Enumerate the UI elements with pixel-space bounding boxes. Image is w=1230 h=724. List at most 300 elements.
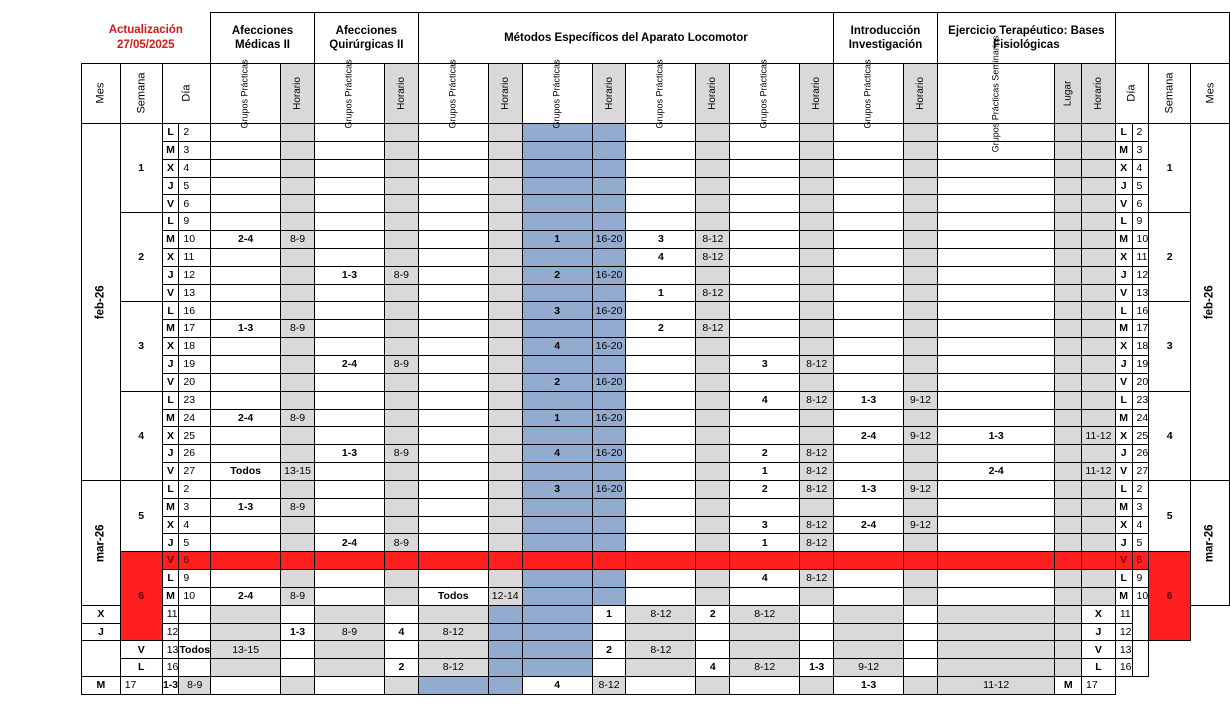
- day-number-right: 11: [1115, 605, 1132, 623]
- day-number-right: 4: [1132, 516, 1149, 534]
- cell-m3-g: [626, 534, 696, 552]
- cell-am-h: 13-15: [281, 463, 315, 481]
- cell-m4-g: 3: [730, 516, 800, 534]
- cell-aq-h: [384, 159, 418, 177]
- cell-am-g: Todos: [211, 463, 281, 481]
- day-letter-right: V: [1115, 284, 1132, 302]
- cell-m1-h: [418, 641, 488, 659]
- cell-m4-g: [730, 195, 800, 213]
- cell-et-g: [937, 570, 1055, 588]
- cell-m2-g: [522, 213, 592, 231]
- cell-et-g: 2-4: [937, 463, 1055, 481]
- day-number-right: 2: [1132, 124, 1149, 142]
- cell-et-l: [937, 605, 1055, 623]
- day-number-right: 11: [1132, 248, 1149, 266]
- cell-m4-h: [800, 498, 834, 516]
- cell-m1-h: [488, 480, 522, 498]
- table-row: [82, 195, 1230, 213]
- table-row: [82, 373, 1230, 391]
- day-number: 27: [179, 463, 211, 481]
- month-cell: [82, 124, 121, 481]
- cell-et-h: [1082, 213, 1116, 231]
- cell-am-g: [211, 195, 281, 213]
- cell-et-h: [1082, 159, 1116, 177]
- day-letter: M: [82, 677, 121, 695]
- cell-m4-g: 3: [730, 355, 800, 373]
- day-number: 9: [179, 213, 211, 231]
- cell-ii-h: [904, 177, 938, 195]
- day-number-right: 25: [1132, 427, 1149, 445]
- cell-m2-h: [522, 641, 592, 659]
- day-number: 17: [179, 320, 211, 338]
- cell-et-g: [937, 534, 1055, 552]
- day-letter-right: L: [1115, 124, 1132, 142]
- day-letter-right: X: [1082, 605, 1116, 623]
- col-header-lugar: Lugar: [1055, 64, 1082, 124]
- cell-m2-g: 3: [522, 302, 592, 320]
- day-number-right: 6: [1132, 552, 1149, 570]
- cell-ii-g: [834, 534, 904, 552]
- cell-aq-h: [384, 284, 418, 302]
- day-number: 26: [179, 445, 211, 463]
- col-header-horario: Horario: [904, 64, 938, 124]
- cell-am-h: [281, 248, 315, 266]
- cell-m1-g: [418, 391, 488, 409]
- cell-m3-h: [626, 623, 696, 641]
- cell-aq-h: [384, 177, 418, 195]
- cell-ii-h: [834, 605, 904, 623]
- cell-m3-h: 8-12: [696, 231, 730, 249]
- cell-et-g: [937, 266, 1055, 284]
- cell-am-h: [281, 177, 315, 195]
- cell-m2-g: [522, 391, 592, 409]
- day-number: 6: [179, 552, 211, 570]
- cell-m3-h: [696, 124, 730, 142]
- day-number-right: 12: [1115, 623, 1132, 641]
- cell-m1-g: [418, 480, 488, 498]
- cell-m4-h: [800, 320, 834, 338]
- cell-ii-g: 2-4: [834, 427, 904, 445]
- table-row: [82, 231, 1230, 249]
- cell-et-g: [904, 659, 938, 677]
- table-row: [82, 213, 1230, 231]
- day-number: 25: [179, 427, 211, 445]
- cell-et-g: [937, 516, 1055, 534]
- cell-et-l: [1055, 445, 1082, 463]
- day-number-right: 23: [1132, 391, 1149, 409]
- day-letter-right: M: [1115, 320, 1132, 338]
- cell-m3-g: [592, 623, 626, 641]
- cell-ii-g: [834, 266, 904, 284]
- cell-m3-h: [696, 480, 730, 498]
- col-header-semana: Semana: [120, 64, 162, 124]
- cell-m4-g: 2: [730, 480, 800, 498]
- day-number: 17: [120, 677, 162, 695]
- cell-m2-h: [592, 177, 626, 195]
- table-row: [82, 677, 1230, 695]
- day-letter-right: X: [1115, 338, 1132, 356]
- cell-aq-h: [384, 338, 418, 356]
- cell-ii-h: [904, 409, 938, 427]
- cell-aq-g: [314, 373, 384, 391]
- cell-m3-h: [696, 338, 730, 356]
- col-header-grupos: Grupos Prácticas: [314, 64, 384, 124]
- cell-m2-h: 16-20: [592, 445, 626, 463]
- table-row: [82, 445, 1230, 463]
- cell-aq-g: [314, 159, 384, 177]
- col-header-dia-right: Día: [1115, 64, 1148, 124]
- cell-am-g: 2-4: [211, 231, 281, 249]
- cell-m1-h: 8-12: [418, 623, 488, 641]
- cell-et-g: 1-3: [834, 677, 904, 695]
- cell-m3-g: [626, 480, 696, 498]
- day-letter-right: X: [1115, 427, 1132, 445]
- cell-m4-h: [800, 177, 834, 195]
- cell-ii-h: [904, 231, 938, 249]
- day-number-right: 3: [1132, 498, 1149, 516]
- cell-aq-g: [314, 516, 384, 534]
- day-letter-right: M: [1115, 231, 1132, 249]
- cell-m3-h: [696, 463, 730, 481]
- day-number: 13: [179, 284, 211, 302]
- cell-am-g: 1-3: [162, 677, 179, 695]
- col-header-horario: Horario: [281, 64, 315, 124]
- cell-m3-g: 1: [592, 605, 626, 623]
- cell-m3-h: 8-12: [696, 284, 730, 302]
- cell-et-g: [937, 373, 1055, 391]
- cell-ii-h: [904, 355, 938, 373]
- cell-am-h: [281, 141, 315, 159]
- cell-m4-h: [800, 266, 834, 284]
- cell-m1-g: [314, 677, 384, 695]
- day-letter-right: V: [1082, 641, 1116, 659]
- cell-m1-h: [488, 498, 522, 516]
- day-letter-right: J: [1115, 534, 1132, 552]
- cell-et-l: [1055, 498, 1082, 516]
- day-letter: L: [162, 480, 179, 498]
- cell-ii-h: [904, 498, 938, 516]
- cell-ii-g: 1-3: [800, 659, 834, 677]
- cell-et-l: [1055, 213, 1082, 231]
- cell-m2-g: [488, 623, 522, 641]
- cell-am-g: [211, 284, 281, 302]
- table-row: [82, 409, 1230, 427]
- cell-m3-g: [626, 445, 696, 463]
- day-letter-right: V: [1115, 373, 1132, 391]
- day-number: 11: [162, 605, 179, 623]
- day-number-right: 18: [1132, 338, 1149, 356]
- cell-aq-h: [314, 641, 384, 659]
- cell-et-l: [1055, 373, 1082, 391]
- table-row: [82, 427, 1230, 445]
- cell-m3-h: [696, 266, 730, 284]
- cell-m3-g: [626, 409, 696, 427]
- cell-m3-g: 4: [522, 677, 592, 695]
- cell-et-g: [937, 159, 1055, 177]
- cell-ii-g: [800, 623, 834, 641]
- cell-m3-h: [696, 141, 730, 159]
- cell-am-g: [211, 213, 281, 231]
- cell-m2-h: [592, 498, 626, 516]
- day-number: 16: [162, 659, 179, 677]
- day-letter: V: [162, 463, 179, 481]
- subject-afecciones-quirurgicas: Afecciones Quirúrgicas II: [314, 13, 418, 64]
- week-cell-right: 1: [1149, 124, 1191, 213]
- day-number: 6: [179, 195, 211, 213]
- cell-et-l: [1055, 302, 1082, 320]
- cell-m1-h: [418, 605, 488, 623]
- col-header-grupos: Grupos Prácticas: [834, 64, 904, 124]
- day-number-right: 20: [1132, 373, 1149, 391]
- cell-m2-h: 16-20: [592, 480, 626, 498]
- cell-et-l: [1055, 409, 1082, 427]
- cell-am-g: [211, 427, 281, 445]
- cell-m3-h: [696, 445, 730, 463]
- cell-aq-h: [384, 302, 418, 320]
- cell-ii-h: [904, 570, 938, 588]
- cell-m2-h: [592, 587, 626, 605]
- cell-aq-g: [314, 409, 384, 427]
- cell-aq-h: [384, 587, 418, 605]
- cell-m1-h: [488, 284, 522, 302]
- cell-aq-g: [314, 177, 384, 195]
- cell-m2-g: 2: [522, 266, 592, 284]
- cell-et-h: [1082, 195, 1116, 213]
- table-row: [82, 659, 1230, 677]
- cell-m4-g: [730, 159, 800, 177]
- day-letter: J: [162, 266, 179, 284]
- cell-m3-g: 4: [626, 248, 696, 266]
- cell-am-g: 2-4: [211, 587, 281, 605]
- col-header-horario: Horario: [488, 64, 522, 124]
- cell-m4-h: [800, 159, 834, 177]
- cell-m2-h: 16-20: [592, 338, 626, 356]
- cell-m1-g: [418, 302, 488, 320]
- cell-m4-h: 8-12: [730, 605, 800, 623]
- cell-et-g: [937, 409, 1055, 427]
- subject-metodos-especificos: Métodos Específicos del Aparato Locomotor: [418, 13, 833, 64]
- day-letter: M: [162, 498, 179, 516]
- cell-aq-g: [314, 391, 384, 409]
- cell-m1-g: [418, 445, 488, 463]
- cell-aq-h: [314, 605, 384, 623]
- cell-m3-g: [626, 498, 696, 516]
- cell-m3-h: [696, 373, 730, 391]
- day-letter-right: V: [1115, 463, 1132, 481]
- cell-et-h: [1082, 302, 1116, 320]
- cell-et-g: [937, 338, 1055, 356]
- cell-m2-g: [488, 641, 522, 659]
- cell-m4-g: [730, 338, 800, 356]
- cell-m2-g: [522, 195, 592, 213]
- cell-m4-h: [800, 302, 834, 320]
- day-letter: X: [162, 248, 179, 266]
- cell-m3-g: [626, 159, 696, 177]
- cell-aq-g: [281, 659, 315, 677]
- day-letter-right: J: [1115, 266, 1132, 284]
- cell-et-h: 11-12: [937, 677, 1055, 695]
- cell-m2-g: [522, 427, 592, 445]
- week-cell: 2: [120, 213, 162, 302]
- subject-introduccion-investigacion: Introducción Investigación: [834, 13, 938, 64]
- cell-m4-g: [696, 623, 730, 641]
- cell-ii-g: [834, 338, 904, 356]
- cell-et-h: [1055, 659, 1082, 677]
- cell-am-g: [211, 552, 281, 570]
- cell-et-g: [937, 195, 1055, 213]
- cell-et-h: [1082, 552, 1116, 570]
- month-cell-right-label: feb-26: [1203, 284, 1216, 319]
- cell-ii-g: [834, 552, 904, 570]
- day-number: 12: [162, 623, 179, 641]
- day-letter: V: [162, 373, 179, 391]
- cell-et-g: [937, 552, 1055, 570]
- day-letter-right: X: [1115, 248, 1132, 266]
- cell-m2-h: 16-20: [592, 266, 626, 284]
- cell-et-g: [937, 445, 1055, 463]
- cell-am-h: [281, 302, 315, 320]
- cell-aq-h: [384, 195, 418, 213]
- table-row: [82, 605, 1230, 623]
- day-number: 20: [179, 373, 211, 391]
- week-cell: 5: [120, 480, 162, 551]
- cell-ii-g: 1-3: [834, 391, 904, 409]
- cell-m1-h: [488, 320, 522, 338]
- cell-ii-g: [834, 213, 904, 231]
- cell-m4-h: 8-12: [800, 534, 834, 552]
- cell-aq-h: [314, 659, 384, 677]
- cell-aq-h: [384, 320, 418, 338]
- cell-aq-h: [384, 552, 418, 570]
- cell-aq-h: [384, 124, 418, 142]
- day-number: 2: [179, 124, 211, 142]
- day-letter: L: [162, 124, 179, 142]
- cell-aq-h: 8-9: [384, 355, 418, 373]
- table-row: [82, 498, 1230, 516]
- cell-m2-h: [592, 320, 626, 338]
- cell-et-l: [1055, 552, 1082, 570]
- day-letter: L: [162, 213, 179, 231]
- col-header-horario: Horario: [1082, 64, 1116, 124]
- day-letter: X: [162, 338, 179, 356]
- cell-m3-h: [696, 355, 730, 373]
- cell-m3-h: [626, 659, 696, 677]
- cell-m4-g: 2: [696, 605, 730, 623]
- cell-ii-h: [904, 338, 938, 356]
- cell-aq-h: [384, 516, 418, 534]
- day-number: 24: [179, 409, 211, 427]
- cell-m2-g: [522, 587, 592, 605]
- day-number-right: 10: [1132, 587, 1149, 605]
- cell-m1-h: [488, 195, 522, 213]
- cell-m1-g: [418, 570, 488, 588]
- cell-aq-h: [384, 498, 418, 516]
- cell-m4-h: [800, 124, 834, 142]
- day-letter-right: J: [1115, 177, 1132, 195]
- cell-ii-g: [800, 605, 834, 623]
- cell-am-h: [281, 427, 315, 445]
- cell-m4-g: [626, 677, 696, 695]
- cell-m2-h: [592, 213, 626, 231]
- cell-et-l: [1055, 284, 1082, 302]
- table-row: [82, 480, 1230, 498]
- cell-m3-g: [626, 177, 696, 195]
- week-cell-right: 6: [1149, 552, 1191, 641]
- day-letter: J: [162, 177, 179, 195]
- cell-et-g: [937, 213, 1055, 231]
- cell-et-h: [1055, 641, 1082, 659]
- cell-m3-h: [696, 552, 730, 570]
- cell-m3-h: [696, 570, 730, 588]
- cell-m1-h: [488, 302, 522, 320]
- cell-aq-g: [314, 427, 384, 445]
- cell-m3-h: [696, 177, 730, 195]
- cell-et-h: [1082, 498, 1116, 516]
- cell-am-g: [211, 338, 281, 356]
- col-header-grupos: Grupos Prácticas: [211, 64, 281, 124]
- day-number: 4: [179, 516, 211, 534]
- week-cell: 6: [120, 552, 162, 641]
- cell-et-h: [1082, 445, 1116, 463]
- cell-ii-h: [904, 587, 938, 605]
- cell-m2-g: [522, 141, 592, 159]
- cell-m2-g: 1: [522, 409, 592, 427]
- cell-et-l: [1055, 570, 1082, 588]
- day-letter-right: J: [1115, 445, 1132, 463]
- cell-m4-h: 8-12: [800, 480, 834, 498]
- cell-m1-g: [384, 641, 418, 659]
- day-letter-right: X: [1115, 159, 1132, 177]
- cell-m4-g: 4: [730, 570, 800, 588]
- cell-m4-g: [696, 641, 730, 659]
- cell-am-h: 8-9: [179, 677, 211, 695]
- cell-aq-g: [314, 552, 384, 570]
- cell-ii-g: [834, 320, 904, 338]
- day-number: 16: [179, 302, 211, 320]
- cell-m1-g: [418, 355, 488, 373]
- cell-aq-h: 8-9: [384, 266, 418, 284]
- cell-aq-h: [384, 463, 418, 481]
- day-number: 11: [179, 248, 211, 266]
- cell-am-h: [281, 213, 315, 231]
- month-cell-right: [1191, 124, 1230, 481]
- cell-m4-h: [800, 552, 834, 570]
- cell-et-g: [937, 284, 1055, 302]
- cell-ii-h: 9-12: [904, 391, 938, 409]
- cell-et-h: [1082, 480, 1116, 498]
- cell-et-g: [937, 498, 1055, 516]
- cell-aq-h: [384, 231, 418, 249]
- day-number: 19: [179, 355, 211, 373]
- cell-ii-h: 9-12: [904, 516, 938, 534]
- cell-aq-h: 8-9: [384, 445, 418, 463]
- cell-ii-g: [834, 159, 904, 177]
- cell-m2-g: [522, 284, 592, 302]
- cell-m1-g: [418, 516, 488, 534]
- cell-m2-g: [522, 516, 592, 534]
- day-number-right: 9: [1132, 213, 1149, 231]
- cell-am-h: 8-9: [281, 320, 315, 338]
- cell-m1-g: [418, 177, 488, 195]
- cell-et-l: [1055, 338, 1082, 356]
- cell-et-h: [1082, 320, 1116, 338]
- cell-m2-h: [522, 659, 592, 677]
- cell-m4-h: [730, 641, 800, 659]
- cell-m2-g: [522, 498, 592, 516]
- day-letter: L: [162, 570, 179, 588]
- cell-aq-g: 1-3: [314, 266, 384, 284]
- cell-et-l: [1055, 480, 1082, 498]
